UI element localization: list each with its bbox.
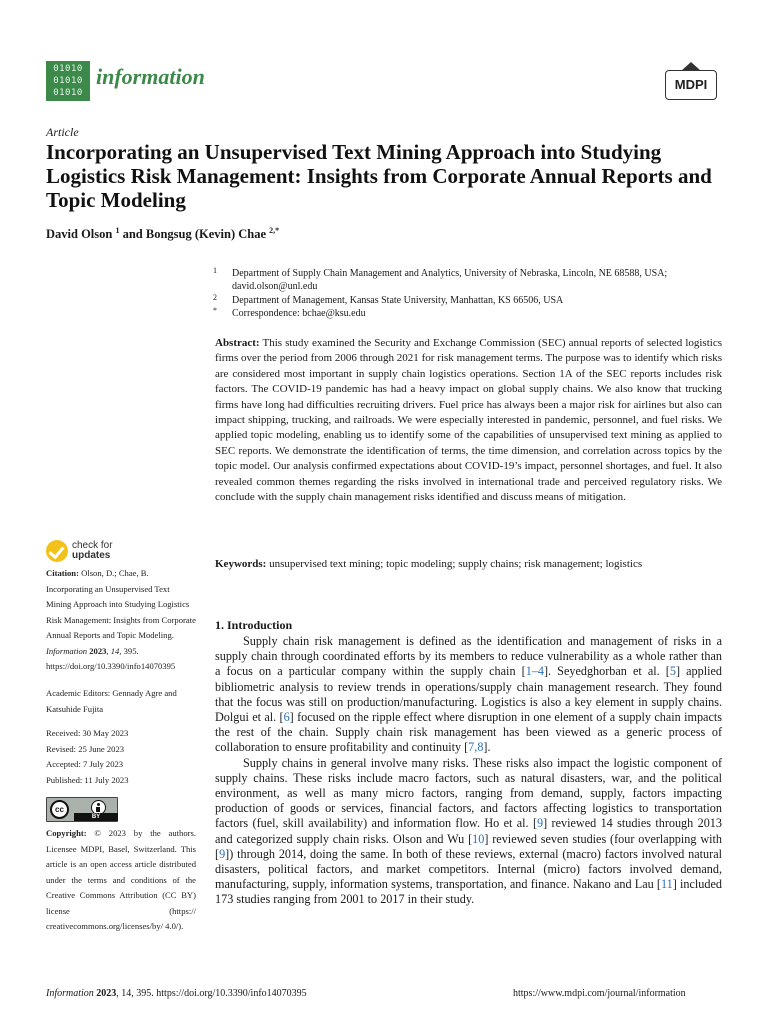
check-label: check for: [72, 540, 113, 551]
citation-journal: Information: [46, 645, 88, 656]
footer-citation: [46, 988, 307, 999]
citation-ref-link[interactable]: 1–4: [525, 664, 544, 679]
publication-dates: [46, 726, 196, 788]
citation-year: 2023: [89, 645, 107, 656]
author-list: [46, 226, 279, 242]
citation-ref-link[interactable]: 9: [219, 846, 226, 861]
citation-ref-link[interactable]: 9: [537, 816, 544, 831]
paragraph-text: ] focused on the ripple effect where disruption in one element of a supply chain impacts the rest of the chain. Supply chain risk management has been viewed as a generic process of collaboration to ensure profitability and continuity [: [215, 710, 722, 755]
updates-label: updates: [72, 550, 111, 561]
paragraph-text: ]. Seyedghorban et al. [: [543, 664, 670, 679]
affiliation-mark: 1: [213, 266, 217, 275]
abstract: [215, 336, 722, 505]
article-title: Incorporating an Unsupervised Text Mining Approach into Studying Logistics Risk Management: Insights from Corporate Annual Reports and Topic Modeling: [46, 140, 712, 212]
citation-ref-link[interactable]: 11: [661, 877, 673, 892]
paragraph-text: ].: [483, 740, 491, 755]
author-name[interactable]: David Olson: [46, 227, 113, 242]
correspondence: [215, 307, 735, 320]
paragraph-text: ]) through 2014, doing the same. In both of these reviews, external (macro) factors involved natural disasters, political factors, and market competitors. Internal (micro) factors involved demand, manufacturing, supply, information systems, transportation, and finance. Nakano and Lau [: [215, 846, 722, 892]
mdpi-logo[interactable]: MDPI: [665, 70, 717, 100]
section-heading: 1. Introduction: [215, 618, 293, 632]
copyright-label: Copyright:: [46, 828, 87, 838]
logo-line: 01010: [53, 88, 83, 98]
author-affil-mark: 1: [115, 226, 120, 235]
citation-volume: 14,: [110, 645, 122, 656]
academic-editors: Academic Editors: Gennady Agre and Katsuhide Fujita: [46, 688, 177, 714]
abstract-label: Abstract:: [215, 337, 260, 349]
journal-name: information: [96, 64, 205, 89]
footer-journal-url[interactable]: https://www.mdpi.com/journal/information: [513, 988, 686, 999]
citation-label: Citation:: [46, 568, 79, 578]
cc-by-license-badge[interactable]: [46, 797, 118, 822]
keywords: [215, 557, 722, 572]
paragraph-text: ] reviewed seven studies (four overlapping with [: [215, 831, 722, 861]
check-for-updates-icon[interactable]: [46, 540, 68, 562]
paragraph-text: ] applied bibliometric analysis to review trends in operations/supply chain management research. They found that the focus was still on production/manufacturing. Logistics is also a key element in supply chains. Dolgui et al. [: [215, 664, 722, 725]
citation-ref-link[interactable]: 10: [472, 831, 485, 846]
footer-year: 2023: [96, 988, 117, 999]
author-name[interactable]: Bongsug (Kevin) Chae: [145, 227, 267, 242]
article-type: Article: [46, 125, 79, 139]
affiliation-text: Correspondence: bchae@ksu.edu: [232, 308, 366, 319]
paragraph: [215, 634, 722, 756]
by-label: BY: [74, 813, 118, 821]
date-revised: Revised: 25 June 2023: [46, 743, 125, 754]
paragraph-text: Supply chain risk management is defined as the identification and management of risks in a supply chain through coordinated efforts by its members to reduce vulnerability as a whole rather than a focus on a particular company within the supply chain [: [215, 634, 722, 679]
citation-text: Olson, D.; Chae, B. Incorporating an Unsupervised Text Mining Approach into Studying Logistics Risk Management: Insights from Corporate Annual Reports and Topic Modeling.: [46, 568, 196, 640]
author-joiner: and: [122, 227, 143, 242]
paragraph: [215, 756, 722, 908]
copyright-text: © 2023 by the authors. Licensee MDPI, Basel, Switzerland. This article is an open access article distributed under the terms and conditions of the Creative Commons Attribution (CC BY) license (https:// creativecommons.org/licenses/by/ 4.0/).: [46, 828, 196, 931]
author-affil-mark: 2,*: [269, 226, 280, 235]
citation-doi-link[interactable]: 395. https://doi.org/10.3390/info14070395: [46, 645, 176, 671]
affiliation-1: [215, 267, 735, 293]
citation-ref-link[interactable]: 5: [669, 664, 676, 679]
citation: Citation: Olson, D.; Chae, B. Incorporating an Unsupervised Text Mining Approach into Studying Logistics Risk Management: Insights from Corporate Annual Reports and Topic Modeling. Information 2023, 14, 395. https://doi.org/10.3390/info14070395: [46, 568, 196, 671]
logo-line: 01010: [53, 76, 83, 86]
paragraph-text: Supply chains in general involve many risks. These risks also impact the logistic component of supply chains. These risks include macro factors, such as natural disasters, war, and the political environment, as well as many micro factors, ranging from demand, supply, factors impacting production of goods or services, financial factors, and factors affecting logistics to transportation factors (fuel, skill availability) and information flow. Ho et al. [: [215, 755, 722, 831]
keywords-label: Keywords:: [215, 558, 267, 570]
paragraph-text: ] reviewed 14 studies through 2013 and categorized supply chain risks. Olson and Wu [: [215, 816, 722, 846]
affiliation-text: Department of Management, Kansas State University, Manhattan, KS 66506, USA: [232, 295, 564, 306]
footer-doi-link[interactable]: , 14, 395. https://doi.org/10.3390/info14070395: [116, 988, 307, 999]
logo-line: 01010: [53, 64, 83, 74]
body-text: [215, 634, 722, 908]
check-for-updates-button[interactable]: [72, 541, 113, 561]
cc-icon: cc: [50, 800, 69, 819]
paragraph-text: ] included 173 studies ranging from 2001 to 2017 in their study.: [215, 877, 722, 907]
date-accepted: Accepted: 7 July 2023: [46, 759, 124, 769]
footer-journal: Information: [46, 988, 94, 999]
copyright: [46, 826, 196, 935]
affiliation-2: [215, 294, 735, 307]
affiliation-mark: 2: [213, 293, 217, 302]
affiliation-mark: *: [213, 306, 217, 315]
citation-ref-link[interactable]: 6: [283, 710, 290, 725]
affiliation-text: Department of Supply Chain Management and Analytics, University of Nebraska, Lincoln, NE 68588, USA; david.olson@unl.edu: [232, 268, 668, 292]
keywords-text: unsupervised text mining; topic modeling; supply chains; risk management; logistics: [269, 558, 643, 570]
citation-ref-link[interactable]: 7,8: [468, 740, 484, 755]
date-published: Published: 11 July 2023: [46, 774, 129, 785]
abstract-text: This study examined the Security and Exchange Commission (SEC) annual reports of selected logistics firms over the period from 2006 through 2021 for risk management terms. The purpose was to identify which risks are considered most important in supply chain logistics operations. Section 1A of the SEC reports includes risk factors. The COVID-19 pandemic has had a heavy impact on global supply chains. We also know that trucking firms have long had difficulties recruiting drivers. Fuel price has always been a major risk for airlines but also can impact shipping, trucking, and railroads. We were especially interested in pandemic, personnel, and fuel risks. We applied topic modeling, enabling us to identify some of the capabilities of unsupervised text mining as applied to SEC reports. We demonstrate the identification of terms, the time dimension, and correlation across topics by the topic model. Our analysis confirmed expectations about COVID-19’s impact, personnel shortages, and fuel. It also revealed common themes regarding the risks involved in international trade and perceived regulatory risks. We conclude with the supply chain management risks identified and discuss means of mitigation.: [215, 337, 722, 504]
date-received: Received: 30 May 2023: [46, 728, 129, 738]
journal-logo-icon: [46, 61, 90, 101]
